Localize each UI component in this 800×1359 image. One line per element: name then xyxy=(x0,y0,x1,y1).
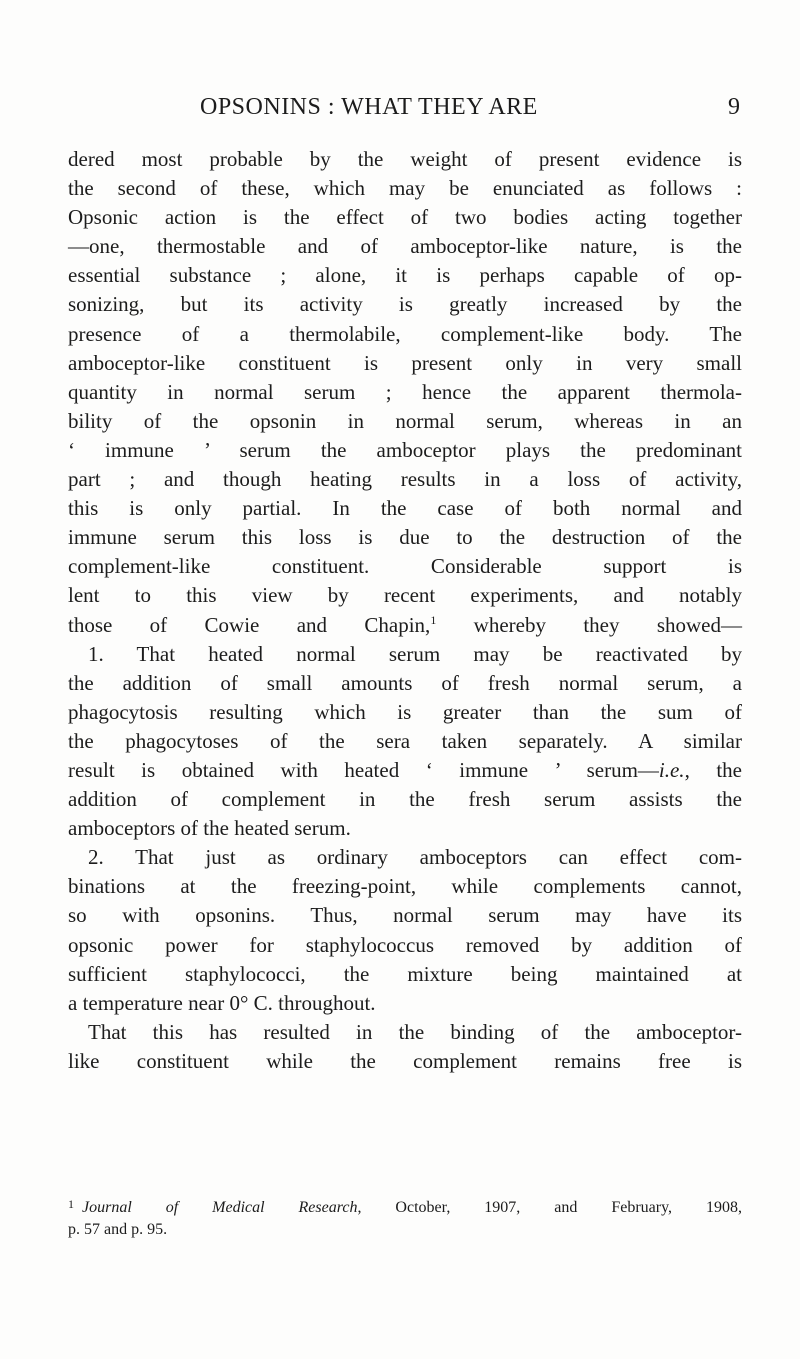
text-line: opsonic power for staphylococcus removed by addition of xyxy=(68,932,742,957)
text-line: That this has resulted in the binding of the amboceptor- xyxy=(88,1019,742,1044)
text-line: —one, thermostable and of amboceptor-like nature, is the xyxy=(68,234,742,259)
italic-abbreviation: i.e. xyxy=(658,757,685,782)
text-line: addition of complement in the fresh serum assists the xyxy=(68,787,742,812)
text-line: bility of the opsonin in normal serum, whereas in an xyxy=(68,408,742,433)
footnote-line: p. 57 and p. 95. xyxy=(68,1221,168,1238)
text-line: the phagocytoses of the sera taken separately. A similar xyxy=(68,728,742,753)
text-line-with-italic xyxy=(68,756,742,785)
body-text xyxy=(68,145,742,1076)
text-line: binations at the freezing-point, while complements cannot, xyxy=(68,874,742,899)
text-line: a temperature near 0° C. throughout. xyxy=(68,990,376,1015)
footnote xyxy=(68,1193,742,1241)
footnote-line xyxy=(68,1193,742,1219)
text-fragment: whereby they showed— xyxy=(436,612,742,637)
text-line: so with opsonins. Thus, normal serum may have its xyxy=(68,903,742,928)
text-line: Opsonic action is the effect of two bodies acting together xyxy=(68,205,742,230)
running-title: OPSONINS : WHAT THEY ARE xyxy=(200,94,538,120)
numbered-point-2: 2. That just as ordinary amboceptors can effect com- xyxy=(88,845,742,870)
text-line: the second of these, which may be enunciated as follows : xyxy=(68,176,742,201)
text-line: lent to this view by recent experiments, and notably xyxy=(68,583,742,608)
text-line: presence of a thermolabile, complement-like body. The xyxy=(68,321,742,346)
text-line-with-footnote-ref xyxy=(68,611,742,640)
text-line: like constituent while the complement remains free is xyxy=(68,1048,742,1073)
text-line: ‘ immune ’ serum the amboceptor plays the predominant xyxy=(68,437,742,462)
text-line: amboceptor-like constituent is present only in very small xyxy=(68,350,742,375)
text-line: amboceptors of the heated serum. xyxy=(68,816,351,841)
footnote-citation: , October, 1907, and February, 1908, xyxy=(357,1199,742,1216)
text-line: immune serum this loss is due to the destruction of the xyxy=(68,525,742,550)
text-line: this is only partial. In the case of both normal and xyxy=(68,496,742,521)
text-fragment: those of Cowie and Chapin, xyxy=(68,612,431,637)
text-fragment: result is obtained with heated ‘ immune ’ serum— xyxy=(68,757,659,782)
text-line: part ; and though heating results in a loss of activity, xyxy=(68,467,742,492)
text-line: sonizing, but its activity is greatly increased by the xyxy=(68,292,742,317)
footnote-marker: 1 xyxy=(68,1197,74,1211)
footnote-reference: 1 xyxy=(430,612,437,627)
numbered-point-1: 1. That heated normal serum may be reactivated by xyxy=(88,641,742,666)
text-line: quantity in normal serum ; hence the apparent thermola- xyxy=(68,379,742,404)
journal-title: Journal of Medical Research xyxy=(82,1199,358,1216)
text-line: sufficient staphylococci, the mixture being maintained at xyxy=(68,961,742,986)
text-line: dered most probable by the weight of present evidence is xyxy=(68,147,742,171)
text-line: essential substance ; alone, it is perhaps capable of op- xyxy=(68,263,742,288)
text-line: phagocytosis resulting which is greater than the sum of xyxy=(68,699,742,724)
text-line: complement-like constituent. Considerable support is xyxy=(68,554,742,579)
page-number: 9 xyxy=(728,94,740,120)
running-head xyxy=(70,91,740,123)
text-line: the addition of small amounts of fresh normal serum, a xyxy=(68,670,742,695)
text-fragment: , the xyxy=(684,757,742,782)
